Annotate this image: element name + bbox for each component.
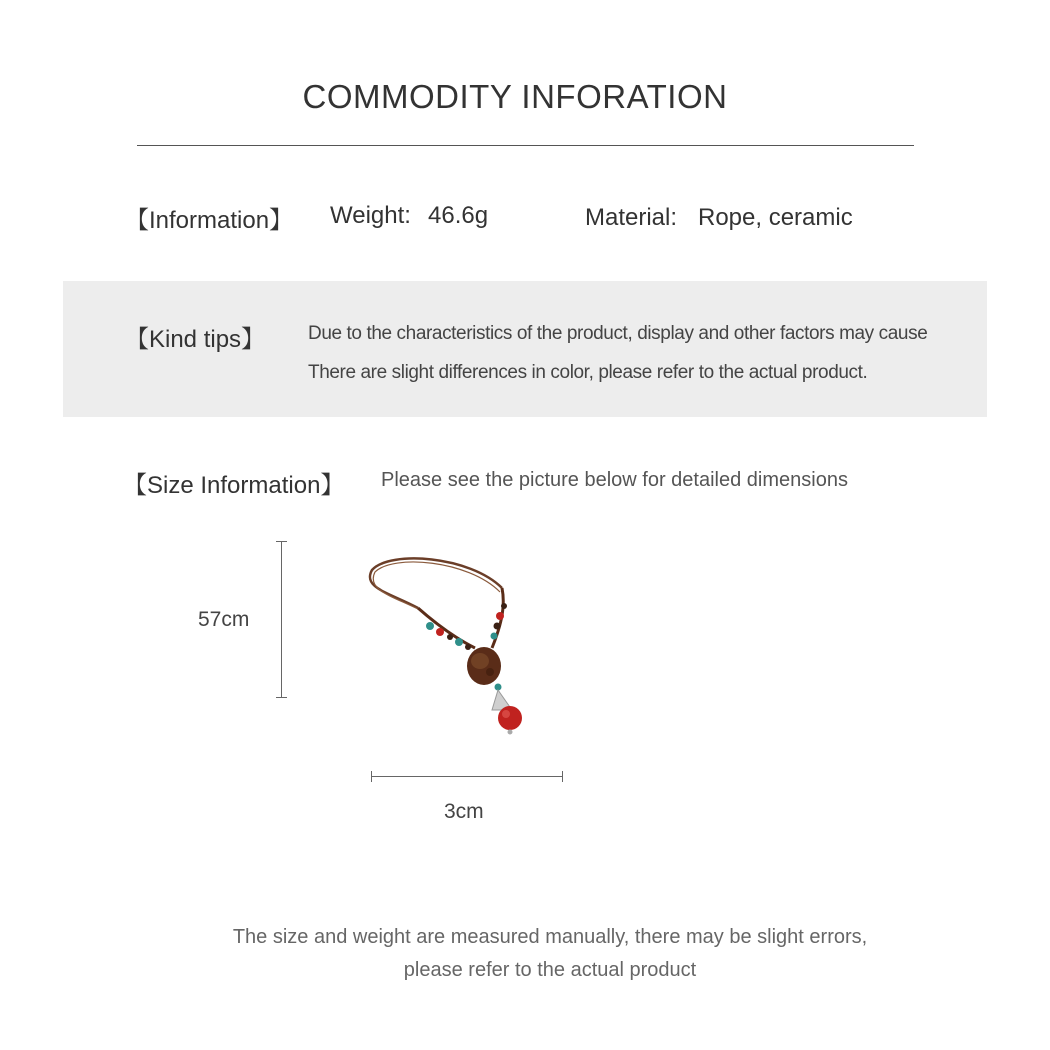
weight-value: 46.6g [428,202,489,229]
size-information-label: 【Size Information】 [123,472,345,499]
title-divider [137,145,914,146]
length-label: 57cm [198,608,250,631]
kind-tips-line-2: There are slight differences in color, please refer to the actual product. [308,362,868,383]
footer-note-line-2: please refer to the actual product [403,959,697,981]
information-label: 【Information】 [125,207,294,234]
page-title: COMMODITY INFORATION [302,78,728,115]
weight-label: Weight: [330,202,411,229]
kind-tips-label: 【Kind tips】 [125,326,266,353]
kind-tips-line-1: Due to the characteristics of the product, display and other factors may cause [308,323,928,344]
width-dimension-line [371,776,563,777]
size-description: Please see the picture below for detailed dimensions [381,469,848,491]
material-label: Material: [585,204,678,231]
width-label: 3cm [444,800,484,823]
material-value: Rope, ceramic [698,204,853,231]
footer-note-line-1: The size and weight are measured manually, there may be slight errors, [232,926,868,948]
necklace-image [360,548,540,743]
kind-tips-band [63,281,987,417]
length-dimension-line [281,541,282,698]
information-row [0,200,1050,240]
